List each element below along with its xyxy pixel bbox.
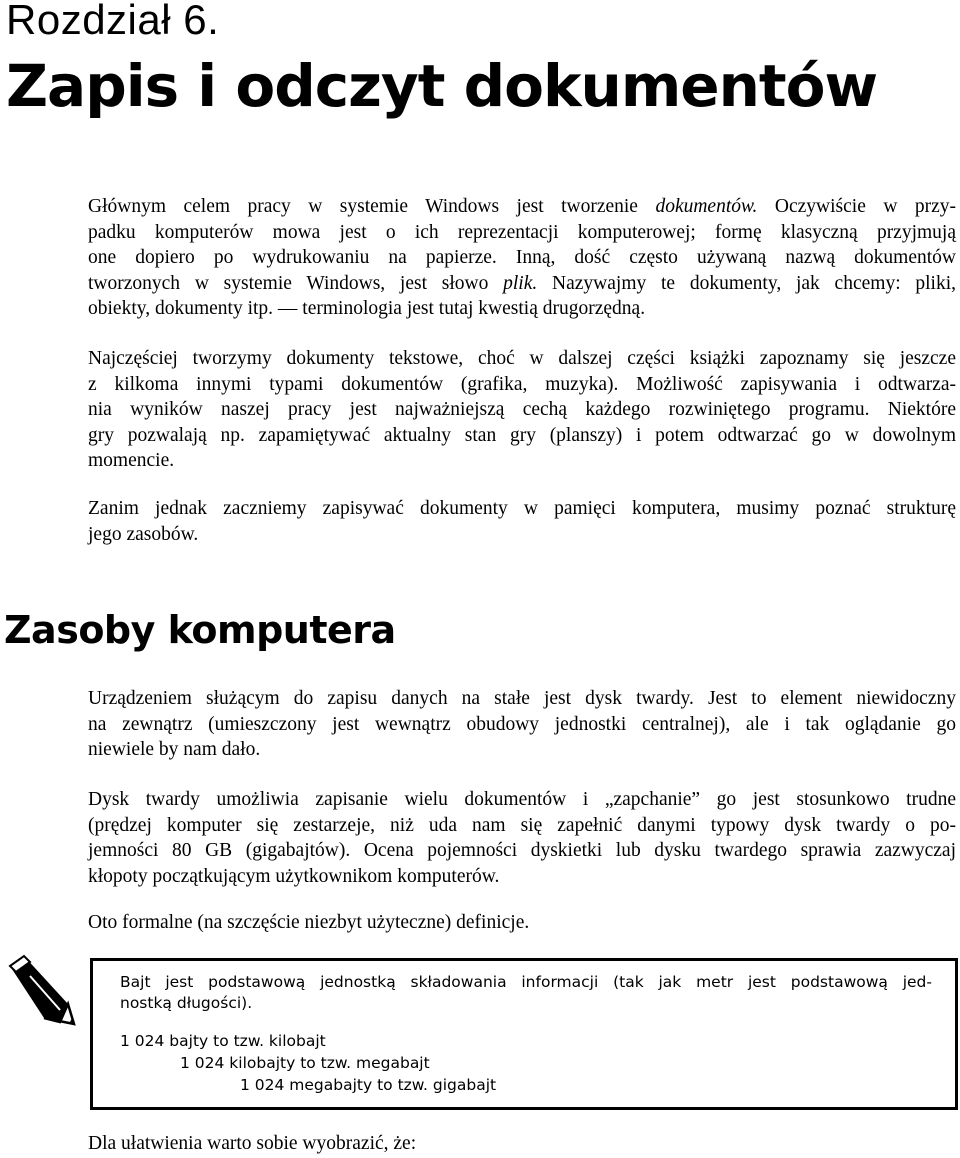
intro-paragraph-3 [88, 496, 956, 547]
text-line: (prędzej komputer się zestarzeje, niż uda nam się zapełnić danymi typowy dysk twardy o po- [88, 814, 956, 836]
text-line: Urządzeniem służącym do zapisu danych na stałe jest dysk twardy. Jest to element niewidoczny [88, 688, 956, 709]
section-paragraph-2 [88, 787, 956, 889]
unit-line-megabajt: 1 024 kilobajty to tzw. megabajt [180, 1054, 430, 1072]
definition-box [90, 958, 958, 1110]
pencil-icon [0, 952, 80, 1030]
text-line: kłopoty początkującym użytkownikom komputerów. [88, 865, 500, 887]
intro-paragraph-1 [88, 194, 956, 322]
intro-paragraph-2 [88, 346, 956, 474]
section-paragraph-3 [88, 910, 956, 936]
text-line: niewiele by nam dało. [88, 739, 261, 760]
section-title: Zasoby komputera [4, 608, 396, 652]
text-line: jemności 80 GB (gigabajtów). Ocena pojemności dyskietki lub dysku twardego sprawia zazwyczaj [88, 840, 956, 861]
section-paragraph-1 [88, 686, 956, 763]
text-line: Dla ułatwienia warto sobie wyobrazić, że: [88, 1133, 417, 1154]
section-paragraph-4 [88, 1131, 956, 1157]
chapter-title: Zapis i odczyt dokumentów [6, 52, 878, 120]
text-line: Dysk twardy umożliwia zapisanie wielu dokumentów i „zapchanie” go jest stosunkowo trudne [88, 789, 956, 810]
text-line: Głównym celem pracy w systemie Windows jest tworzenie dokumentów. Oczywiście w przy- [88, 196, 957, 217]
unit-line-gigabajt: 1 024 megabajty to tzw. gigabajt [240, 1076, 497, 1094]
text-line: gry pozwalają np. zapamiętywać aktualny stan gry (planszy) i potem odtwarzać go w dowolnym [88, 424, 956, 446]
text-line: Bajt jest podstawową jednostką składowania informacji (tak jak metr jest podstawową jed- [120, 973, 932, 991]
text-line: Zanim jednak zaczniemy zapisywać dokumenty w pamięci komputera, musimy poznać strukturę [88, 498, 956, 519]
definition-text [120, 972, 932, 1014]
text-line: momencie. [88, 450, 175, 471]
text-line: jego zasobów. [88, 523, 199, 545]
text-line: obiekty, dokumenty itp. — terminologia jest tutaj kwestią drugorzędną. [88, 298, 646, 319]
text-line: one dopiero po wydrukowaniu na papierze. Inną, dość często używaną nazwą dokumentów [88, 247, 956, 268]
text-line: padku komputerów mowa jest o ich reprezentacji komputerowej; formę klasyczną przyjmują [88, 221, 956, 243]
text-line: z kilkoma innymi typami dokumentów (grafika, muzyka). Możliwość zapisywania i odtwarza- [88, 373, 956, 395]
chapter-label: Rozdział 6. [6, 0, 220, 43]
text-line: nia wyników naszej pracy jest najważniejszą cechą każdego rozwiniętego programu. Niektóre [88, 399, 956, 420]
text-line: tworzonych w systemie Windows, jest słowo plik. Nazywajmy te dokumenty, jak chcemy: pliki, [88, 272, 957, 294]
text-line: na zewnątrz (umieszczony jest wewnątrz obudowy jednostki centralnej), ale i tak oglądanie go [88, 713, 956, 735]
text-line: Oto formalne (na szczęście niezbyt użyteczne) definicje. [88, 912, 530, 933]
text-line: Najczęściej tworzymy dokumenty tekstowe, choć w dalszej części książki zapoznamy się jeszcze [88, 348, 956, 369]
unit-line-kilobajt: 1 024 bajty to tzw. kilobajt [120, 1032, 326, 1050]
text-line: nostką długości). [120, 994, 253, 1012]
